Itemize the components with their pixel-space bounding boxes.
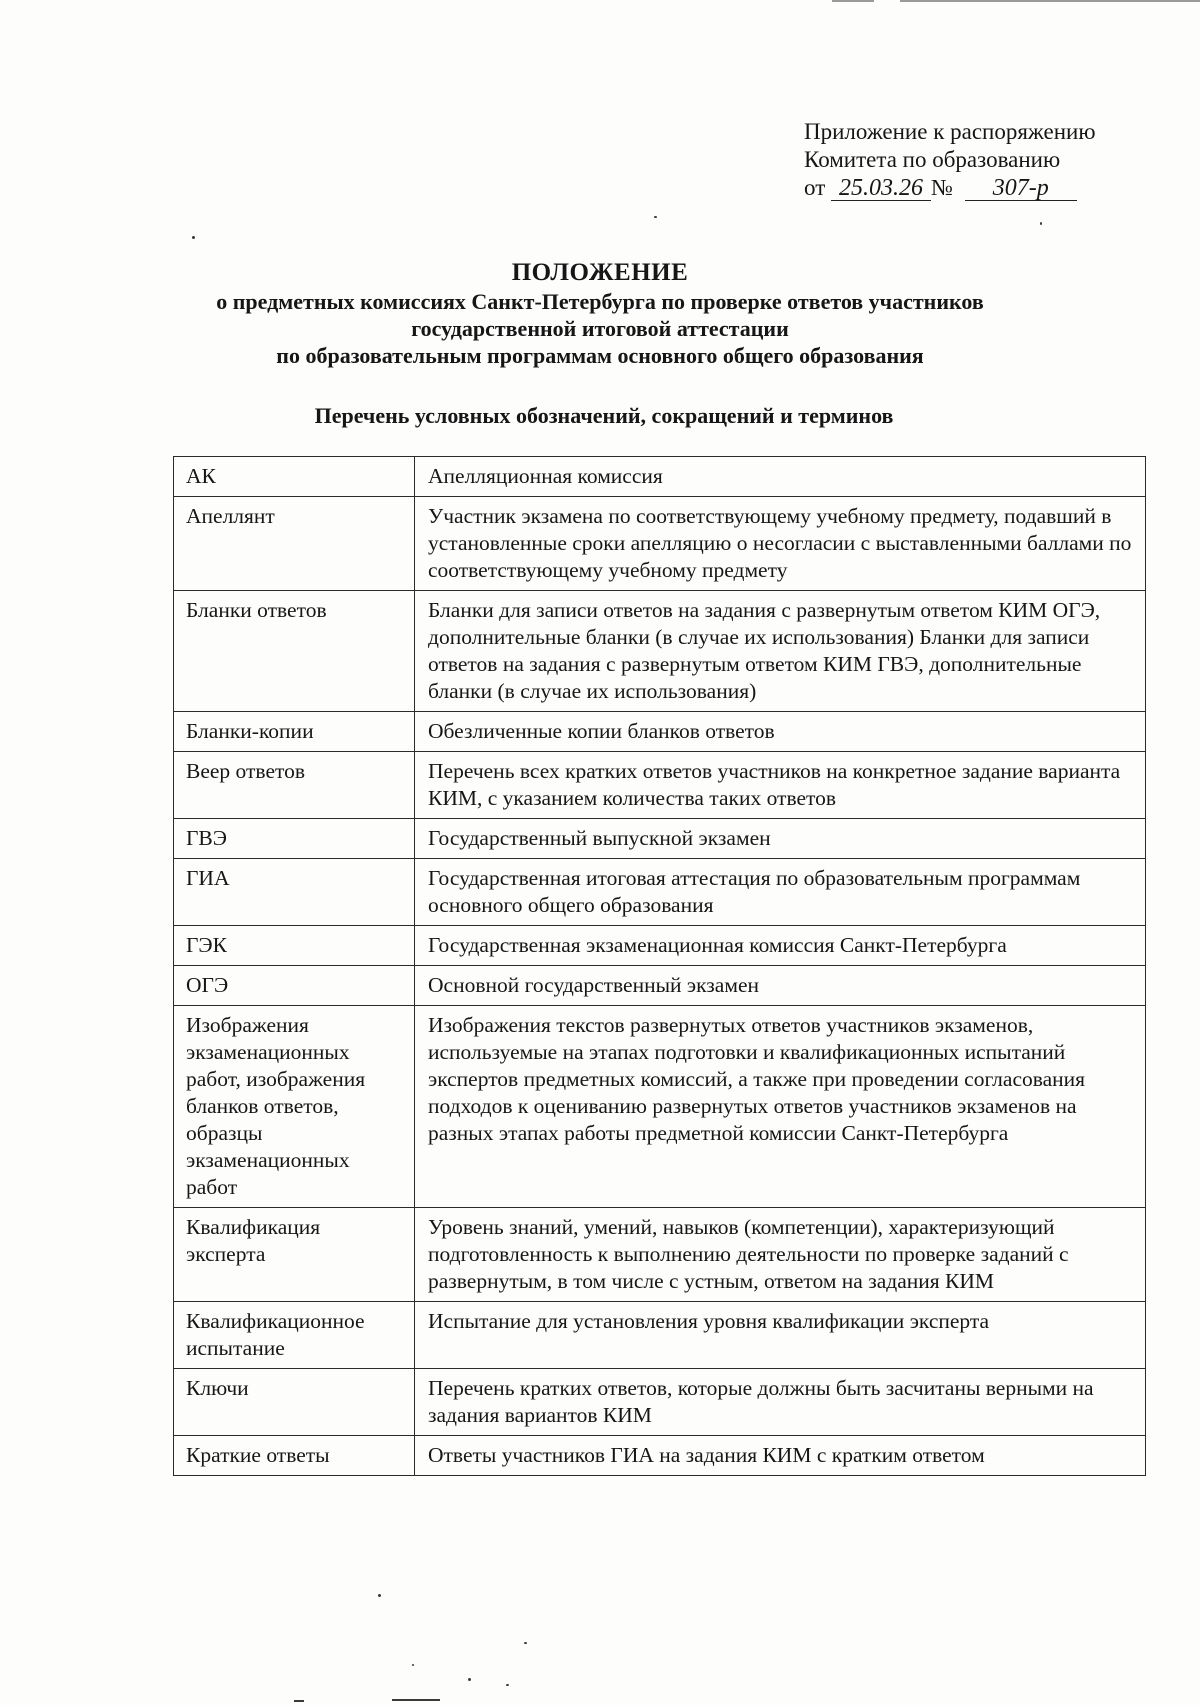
table-row [174,1208,1146,1302]
appendix-header [804,118,1164,202]
term-cell: Квалификационное испытание [174,1302,415,1369]
terms-list-heading: Перечень условных обозначений, сокращений и терминов [314,403,894,428]
definition-cell: Апелляционная комиссия [415,457,1146,497]
definition-cell: Бланки для записи ответов на задания с развернутым ответом КИМ ОГЭ, дополнительные бланки (в случае их использования) Бланки для записи ответов на задания с развернутым ответом КИМ ГВЭ, дополнительные бланки (в случае их использования) [415,591,1146,712]
definition-cell: Уровень знаний, умений, навыков (компетенции), характеризующий подготовленность к выполнению деятельности по проверке заданий с развернутым, в том числе с устным, ответом на задания КИМ [415,1208,1146,1302]
definition-cell: Участник экзамена по соответствующему учебному предмету, подавший в установленные сроки апелляцию о несогласии с выставленными баллами по соответствующему учебному предмету [415,497,1146,591]
definition-cell: Государственный выпускной экзамен [415,819,1146,859]
table-row [174,966,1146,1006]
scan-edge-mark [294,1700,304,1702]
term-cell: Изображения экзаменационных работ, изображения бланков ответов, образцы экзаменационных работ [174,1006,415,1208]
table-row [174,497,1146,591]
appendix-line-2: Комитета по образованию [804,147,1061,172]
term-cell: Веер ответов [174,752,415,819]
table-row [174,591,1146,712]
table-row [174,1436,1146,1476]
scan-speck [524,1642,527,1644]
subtitle-line-3: по образовательным программам основного общего образования [276,343,924,368]
scan-speck [192,236,195,239]
definition-cell: Изображения текстов развернутых ответов участников экзаменов, используемые на этапах подготовки и квалификационных испытаний экспертов предметных комиссий, а также при проведении согласования подходов к оцениванию развернутых ответов участников экзаменов на разных этапах работы предметной комиссии Санкт-Петербурга [415,1006,1146,1208]
table-row [174,1302,1146,1369]
table-row [174,1006,1146,1208]
scan-speck [654,216,657,218]
scan-edge-mark [832,0,874,2]
table-row [174,859,1146,926]
table-row [174,712,1146,752]
term-cell: ГВЭ [174,819,415,859]
definition-cell: Основной государственный экзамен [415,966,1146,1006]
table-row [174,1369,1146,1436]
number-sign: № [931,175,953,200]
document-subtitle [0,288,1200,369]
definition-cell: Обезличенные копии бланков ответов [415,712,1146,752]
handwritten-date: 25.03.26 [831,176,931,201]
definition-cell: Испытание для установления уровня квалификации эксперта [415,1302,1146,1369]
table-row [174,819,1146,859]
scan-edge-mark [900,0,1200,2]
scan-speck [1040,222,1042,225]
table-row [174,752,1146,819]
subtitle-line-1: о предметных комиссиях Санкт-Петербурга по проверке ответов участников [216,289,984,314]
term-cell: ГИА [174,859,415,926]
scan-edge-mark [392,1699,440,1701]
subtitle-line-2: государственной итоговой аттестации [411,316,789,341]
appendix-date-line [804,174,1164,202]
table-row [174,457,1146,497]
term-cell: Бланки ответов [174,591,415,712]
term-cell: Апеллянт [174,497,415,591]
terms-table [173,456,1146,1476]
scan-speck [506,1684,509,1686]
scan-speck [468,1678,471,1681]
scan-speck [412,1664,414,1666]
term-cell: Квалификация эксперта [174,1208,415,1302]
definition-cell: Перечень всех кратких ответов участников на конкретное задание варианта КИМ, с указанием количества таких ответов [415,752,1146,819]
term-cell: Ключи [174,1369,415,1436]
appendix-line-1: Приложение к распоряжению [804,119,1096,144]
term-cell: ОГЭ [174,966,415,1006]
definition-cell: Ответы участников ГИА на задания КИМ с кратким ответом [415,1436,1146,1476]
handwritten-number: 307-р [965,176,1077,201]
term-cell: Бланки-копии [174,712,415,752]
term-cell: Краткие ответы [174,1436,415,1476]
definition-cell: Государственная итоговая аттестация по образовательным программам основного общего образования [415,859,1146,926]
table-row [174,926,1146,966]
document-title: ПОЛОЖЕНИЕ [511,259,689,286]
definition-cell: Государственная экзаменационная комиссия Санкт-Петербурга [415,926,1146,966]
term-cell: ГЭК [174,926,415,966]
scan-speck [378,1594,381,1597]
term-cell: АК [174,457,415,497]
definition-cell: Перечень кратких ответов, которые должны быть засчитаны верными на задания вариантов КИМ [415,1369,1146,1436]
date-prefix: от [804,175,826,200]
